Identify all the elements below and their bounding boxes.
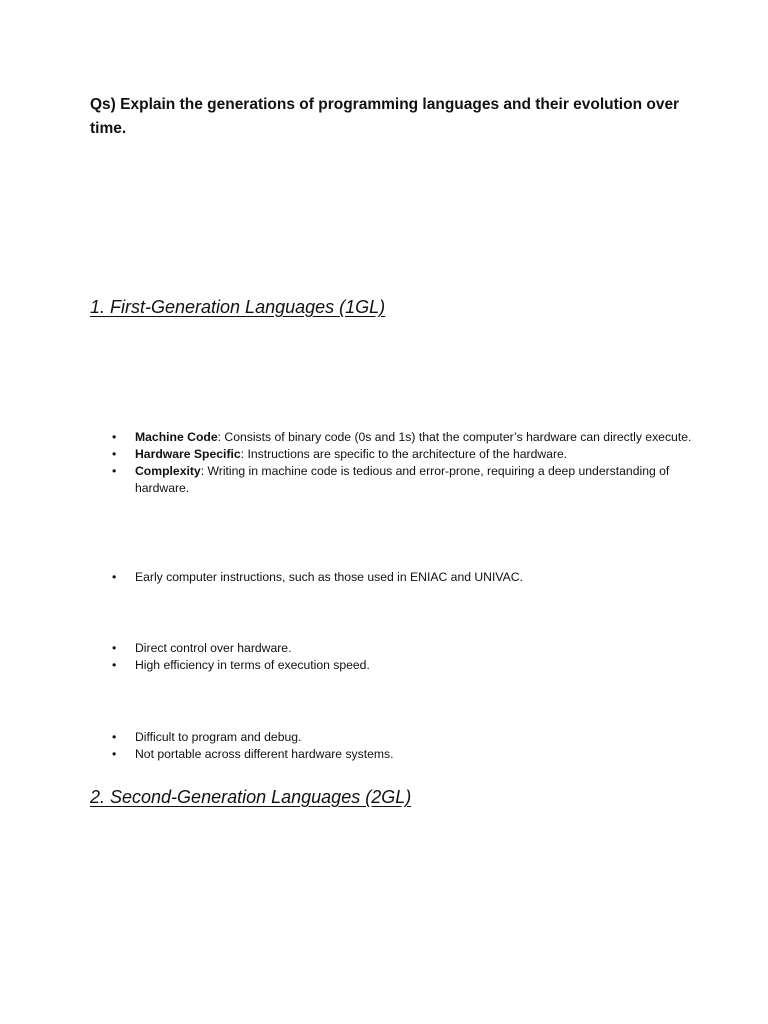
bullet-icon: • [112, 641, 117, 655]
bullet-icon: • [112, 430, 117, 444]
list-item-text: High efficiency in terms of execution speed. [135, 658, 370, 672]
bullet-icon: • [112, 570, 117, 584]
list-item-text: Direct control over hardware. [135, 641, 292, 655]
list-item-text: : Consists of binary code (0s and 1s) that the computer’s hardware can directly execute. [217, 430, 692, 444]
heading-first-generation: 1. First-Generation Languages (1GL) [90, 297, 386, 317]
list-item [112, 569, 692, 586]
list-item-text: Not portable across different hardware systems. [135, 747, 394, 761]
disadvantages-list [112, 729, 692, 763]
bullet-icon: • [112, 747, 117, 761]
list-item [112, 657, 692, 674]
list-item-text: Early computer instructions, such as those used in ENIAC and UNIVAC. [135, 570, 523, 584]
list-item-text: Difficult to program and debug. [135, 730, 302, 744]
list-item-text: : Writing in machine code is tedious and error-prone, requiring a deep understanding of hardware. [135, 464, 670, 495]
list-item [112, 640, 692, 657]
list-item [112, 463, 692, 497]
list-item [112, 746, 692, 763]
list-item [112, 446, 692, 463]
characteristics-list [112, 429, 692, 497]
list-item [112, 429, 692, 446]
list-item-term: Hardware Specific [135, 447, 241, 461]
advantages-list [112, 640, 692, 674]
bullet-icon: • [112, 730, 117, 744]
list-item-term: Complexity [135, 464, 201, 478]
examples-list [112, 569, 692, 586]
list-item-text: : Instructions are specific to the architecture of the hardware. [240, 447, 568, 461]
bullet-icon: • [112, 447, 117, 461]
list-item [112, 729, 692, 746]
question-text: Qs) Explain the generations of programming languages and their evolution over time. [90, 96, 680, 137]
heading-second-generation: 2. Second-Generation Languages (2GL) [90, 787, 412, 807]
bullet-icon: • [112, 658, 117, 672]
list-item-term: Machine Code [135, 430, 218, 444]
bullet-icon: • [112, 464, 117, 478]
